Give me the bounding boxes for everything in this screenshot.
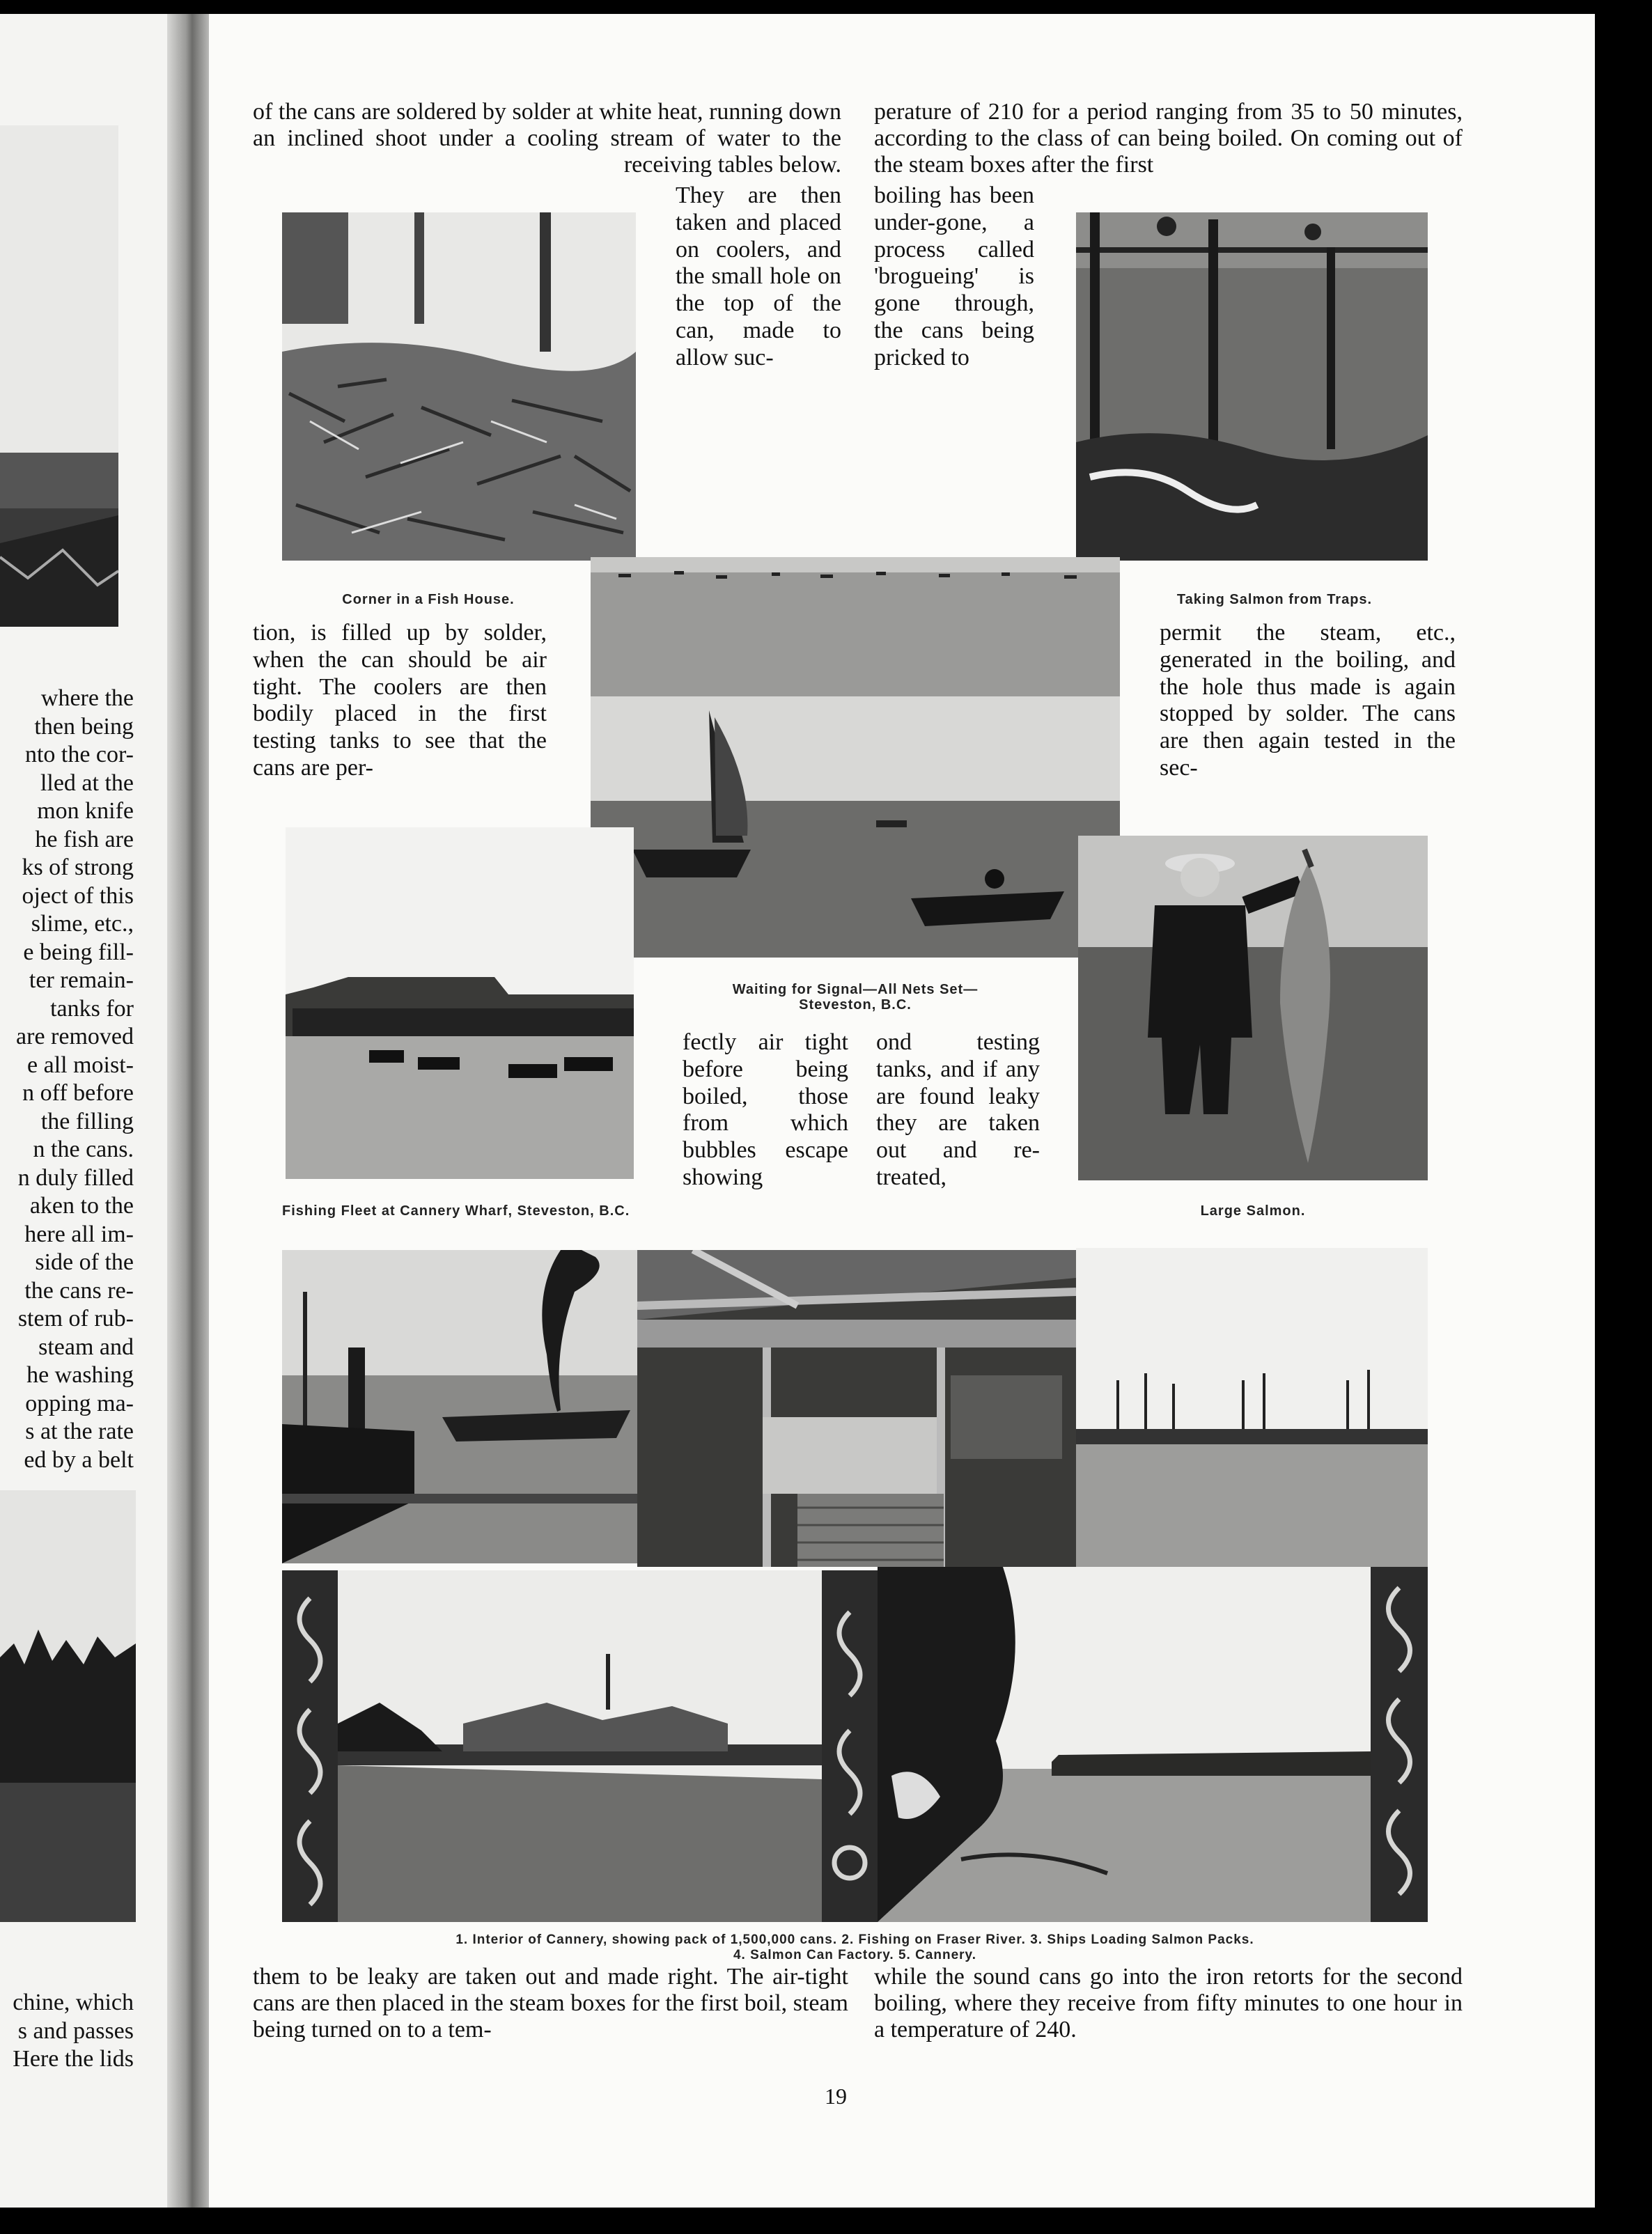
left-page-line: the cans re- — [24, 1277, 134, 1304]
photo-nets-set-distant — [591, 557, 1120, 696]
left-page-line: Here the lids — [13, 2046, 134, 2072]
photo-steamer-wharf — [282, 1250, 637, 1563]
photo-cannery-interior — [637, 1250, 1076, 1567]
left-page-line: e being fill- — [23, 939, 134, 965]
left-page-line: chine, which — [13, 1990, 134, 2015]
left-page-line: n off before — [22, 1080, 134, 1106]
article-narrow-d: ond testing tanks, and if any are found leaky they are taken out and re-treated, — [876, 1029, 1040, 1190]
left-page-photo-trees — [0, 1490, 136, 1922]
photo-nets-set-boats — [591, 696, 1120, 958]
article-top-right: perature of 210 for a period ranging from 35 to 50 minutes, according to the class of can being boiled. On coming out of the steam boxes after the first — [874, 99, 1463, 178]
caption-waiting: Waiting for Signal—All Nets Set— Steveston, B.C. — [732, 982, 979, 1013]
left-page-line: are removed — [16, 1024, 134, 1049]
left-page-line: ed by a belt — [24, 1446, 134, 1473]
photo-large-salmon — [1078, 836, 1428, 1180]
left-page-line: here all im- — [24, 1221, 134, 1247]
left-page-line: ter remain- — [29, 967, 134, 993]
left-page-line: steam and — [38, 1334, 134, 1360]
left-page-line: the filling — [40, 1108, 134, 1134]
left-page-line: slime, etc., — [31, 911, 134, 937]
left-page-line: nto the cor- — [24, 742, 134, 767]
article-mid-right: permit the steam, etc., generated in the boiling, and the hole thus made is again stopped by solder. The cans are then again tested in the sec- — [1160, 620, 1456, 781]
left-page-line: s at the rate — [25, 1419, 134, 1444]
left-page-line: lled at the — [40, 770, 134, 796]
left-page-line: oject of this — [22, 882, 134, 909]
photo-fish-house — [282, 212, 636, 561]
page-gutter — [167, 14, 209, 2208]
page-number: 19 — [825, 2084, 847, 2109]
left-page-line: opping ma- — [25, 1390, 134, 1416]
left-page-line: n duly filled — [17, 1164, 134, 1191]
article-top-left: of the cans are soldered by solder at white heat, running down an inclined shoot under a cooling stream of water to the receiving tables below. — [253, 99, 841, 178]
photo-cannery — [878, 1567, 1371, 1922]
ornament-middle — [822, 1570, 878, 1922]
left-page-line: he washing — [26, 1362, 134, 1388]
photo-fishing-fleet — [286, 827, 634, 1179]
caption-large-salmon: Large Salmon. — [1200, 1203, 1306, 1219]
caption-fish-house: Corner in a Fish House. — [342, 592, 515, 607]
left-page-line: n the cans. — [33, 1136, 134, 1162]
left-page-line: then being — [34, 713, 134, 740]
left-page-line: side of the — [35, 1249, 134, 1275]
article-narrow-b: boiling has been under-gone, a process called 'brogueing' is gone through, the cans being pricked to — [874, 182, 1034, 370]
left-page-line: stem of rub- — [17, 1306, 134, 1331]
left-page-text-bottom — [0, 1989, 134, 2074]
article-mid-left: tion, is filled up by solder, when the can should be air tight. The coolers are then bodily placed in the first testing tanks to see that the cans are per- — [253, 620, 547, 781]
article-narrow-a: They are then taken and placed on coolers, and the small hole on the top of the can, made to allow suc- — [676, 182, 841, 370]
left-page-text-mid — [0, 685, 134, 1474]
caption-salmon-traps: Taking Salmon from Traps. — [1176, 592, 1373, 607]
left-page-photo-shore — [0, 125, 118, 627]
left-page-line: aken to the — [29, 1193, 134, 1219]
left-page-line: where the — [40, 685, 134, 711]
caption-fishing-fleet: Fishing Fleet at Cannery Wharf, Steveston, B.C. — [282, 1203, 630, 1219]
ornament-right — [1371, 1567, 1428, 1922]
ornament-left — [282, 1570, 338, 1922]
article-bottom-right: while the sound cans go into the iron retorts for the second boiling, where they receive from fifty minutes to one hour in a temperature of 240. — [874, 1964, 1463, 2042]
photo-ships-loading — [1076, 1248, 1428, 1567]
article-bottom-left: them to be leaky are taken out and made right. The air-tight cans are then placed in the steam boxes for the first boil, steam being turned on to a tem- — [253, 1964, 848, 2042]
left-page-line: s and passes — [17, 2017, 134, 2044]
photo-salmon-traps — [1076, 212, 1428, 561]
left-page-line: tanks for — [50, 995, 134, 1022]
left-page-line: ks of strong — [22, 854, 134, 880]
caption-bottom-montage: 1. Interior of Cannery, showing pack of 1,500,000 cans. 2. Fishing on Fraser River. 3. Ships Loading Salmon Packs. 4. Salmon Can Factory. 5. Cannery. — [455, 1932, 1254, 1962]
left-page-line: mon knife — [37, 798, 134, 824]
left-page-line: e all moist- — [27, 1052, 134, 1078]
article-narrow-c: fectly air tight before being boiled, those from which bubbles escape showing — [683, 1029, 848, 1190]
photo-salmon-can-factory — [338, 1570, 822, 1922]
left-page-line: he fish are — [35, 826, 134, 852]
